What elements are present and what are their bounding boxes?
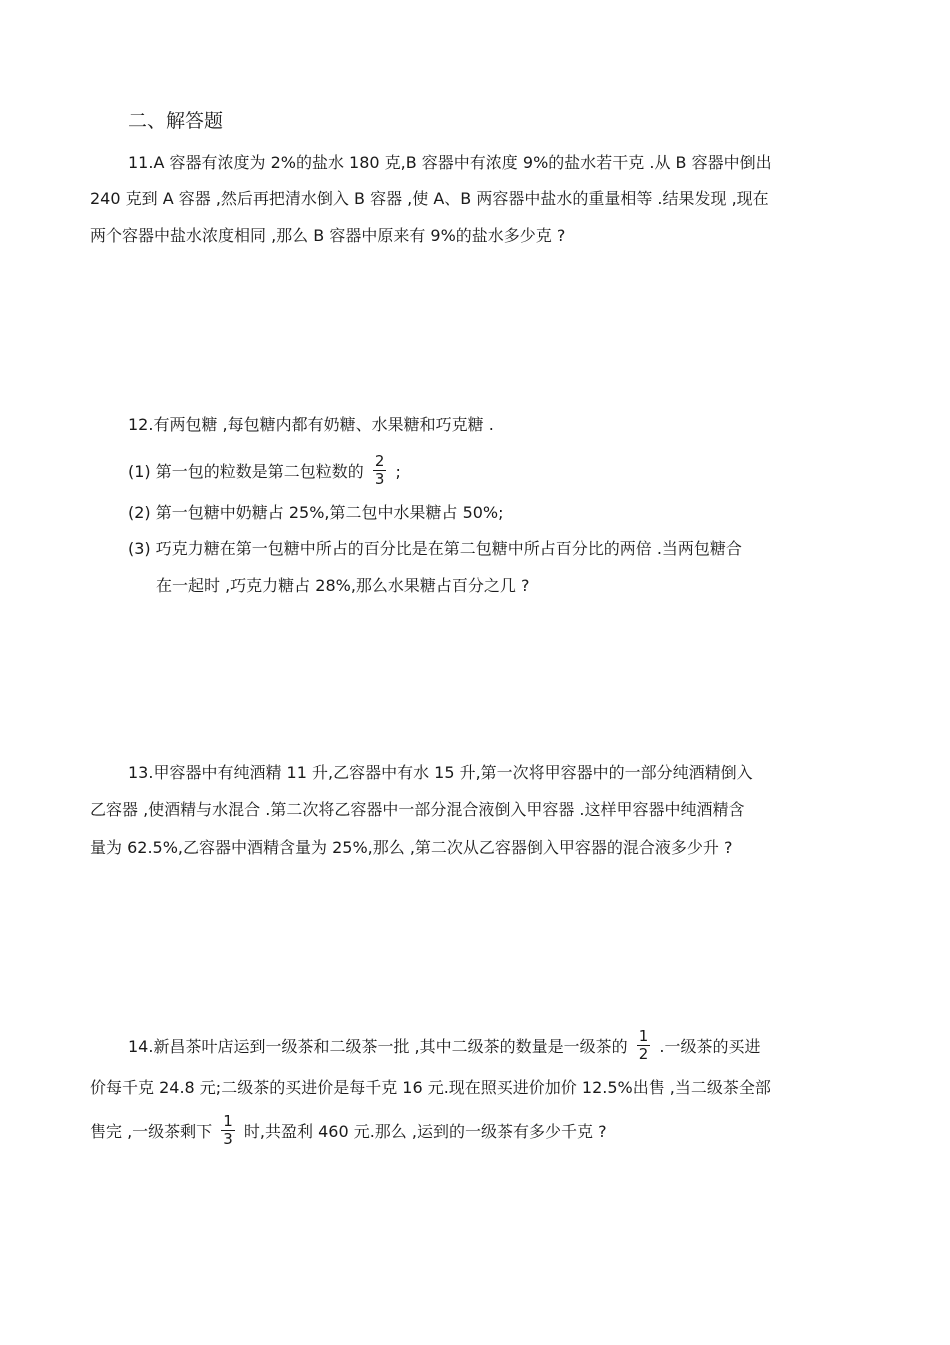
section-title: 二、解答题 (128, 110, 224, 132)
q12-condition-3-line-1: (3) 巧克力糖在第一包糖中所占的百分比是在第二包糖中所占百分比的两倍 .当两包糖合 (128, 539, 742, 558)
q13-line-2: 乙容器 ,使酒精与水混合 .第二次将乙容器中一部分混合液倒入甲容器 .这样甲容器中纯酒精含 (90, 800, 745, 819)
q12-condition-1-end: ; (395, 462, 401, 481)
fraction-numerator: 1 (223, 1112, 233, 1130)
q12-condition-1-text: (1) 第一包的粒数是第二包粒数的 (128, 462, 364, 481)
q12-intro: 12.有两包糖 ,每包糖内都有奶糖、水果糖和巧克糖 . (128, 415, 494, 434)
q12-condition-1 (128, 452, 401, 488)
q12-condition-3-line-2: 在一起时 ,巧克力糖占 28%,那么水果糖占百分之几 ? (156, 576, 530, 595)
q14-line-1-text: 14.新昌茶叶店运到一级茶和二级茶一批 ,其中二级茶的数量是一级茶的 (128, 1037, 628, 1056)
fraction-denominator: 3 (374, 470, 385, 488)
q14-line-3-end: 时,共盈利 460 元.那么 ,运到的一级茶有多少千克 ? (243, 1122, 607, 1141)
q12-condition-2: (2) 第一包糖中奶糖占 25%,第二包中水果糖占 50%; (128, 503, 504, 522)
q13-line-1: 13.甲容器中有纯酒精 11 升,乙容器中有水 15 升,第一次将甲容器中的一部分纯酒精倒入 (128, 763, 753, 782)
fraction-one-half (637, 1028, 651, 1063)
q14-line-3 (90, 1112, 607, 1148)
q11-line-3: 两个容器中盐水浓度相同 ,那么 B 容器中原来有 9%的盐水多少克 ? (90, 226, 566, 245)
fraction-numerator: 1 (638, 1027, 649, 1045)
fraction-one-third (221, 1113, 235, 1148)
fraction-numerator: 2 (374, 452, 385, 470)
q14-line-1-end: .一级茶的买进 (659, 1037, 761, 1056)
q14-line-1 (128, 1027, 761, 1063)
q11-line-2: 240 克到 A 容器 ,然后再把清水倒入 B 容器 ,使 A、B 两容器中盐水的重量相等 .结果发现 ,现在 (90, 189, 769, 208)
q14-line-3-text: 售完 ,一级茶剩下 (90, 1122, 213, 1141)
q13-line-3: 量为 62.5%,乙容器中酒精含量为 25%,那么 ,第二次从乙容器倒入甲容器的混合液多少升 ? (90, 838, 733, 857)
fraction-two-thirds (373, 453, 387, 488)
q11-line-1: 11.A 容器有浓度为 2%的盐水 180 克,B 容器中有浓度 9%的盐水若干克 .从 B 容器中倒出 (128, 153, 772, 172)
q14-line-2: 价每千克 24.8 元;二级茶的买进价是每千克 16 元.现在照买进价加价 12.5%出售 ,当二级茶全部 (90, 1078, 771, 1097)
fraction-denominator: 3 (223, 1130, 233, 1148)
fraction-denominator: 2 (638, 1045, 649, 1063)
